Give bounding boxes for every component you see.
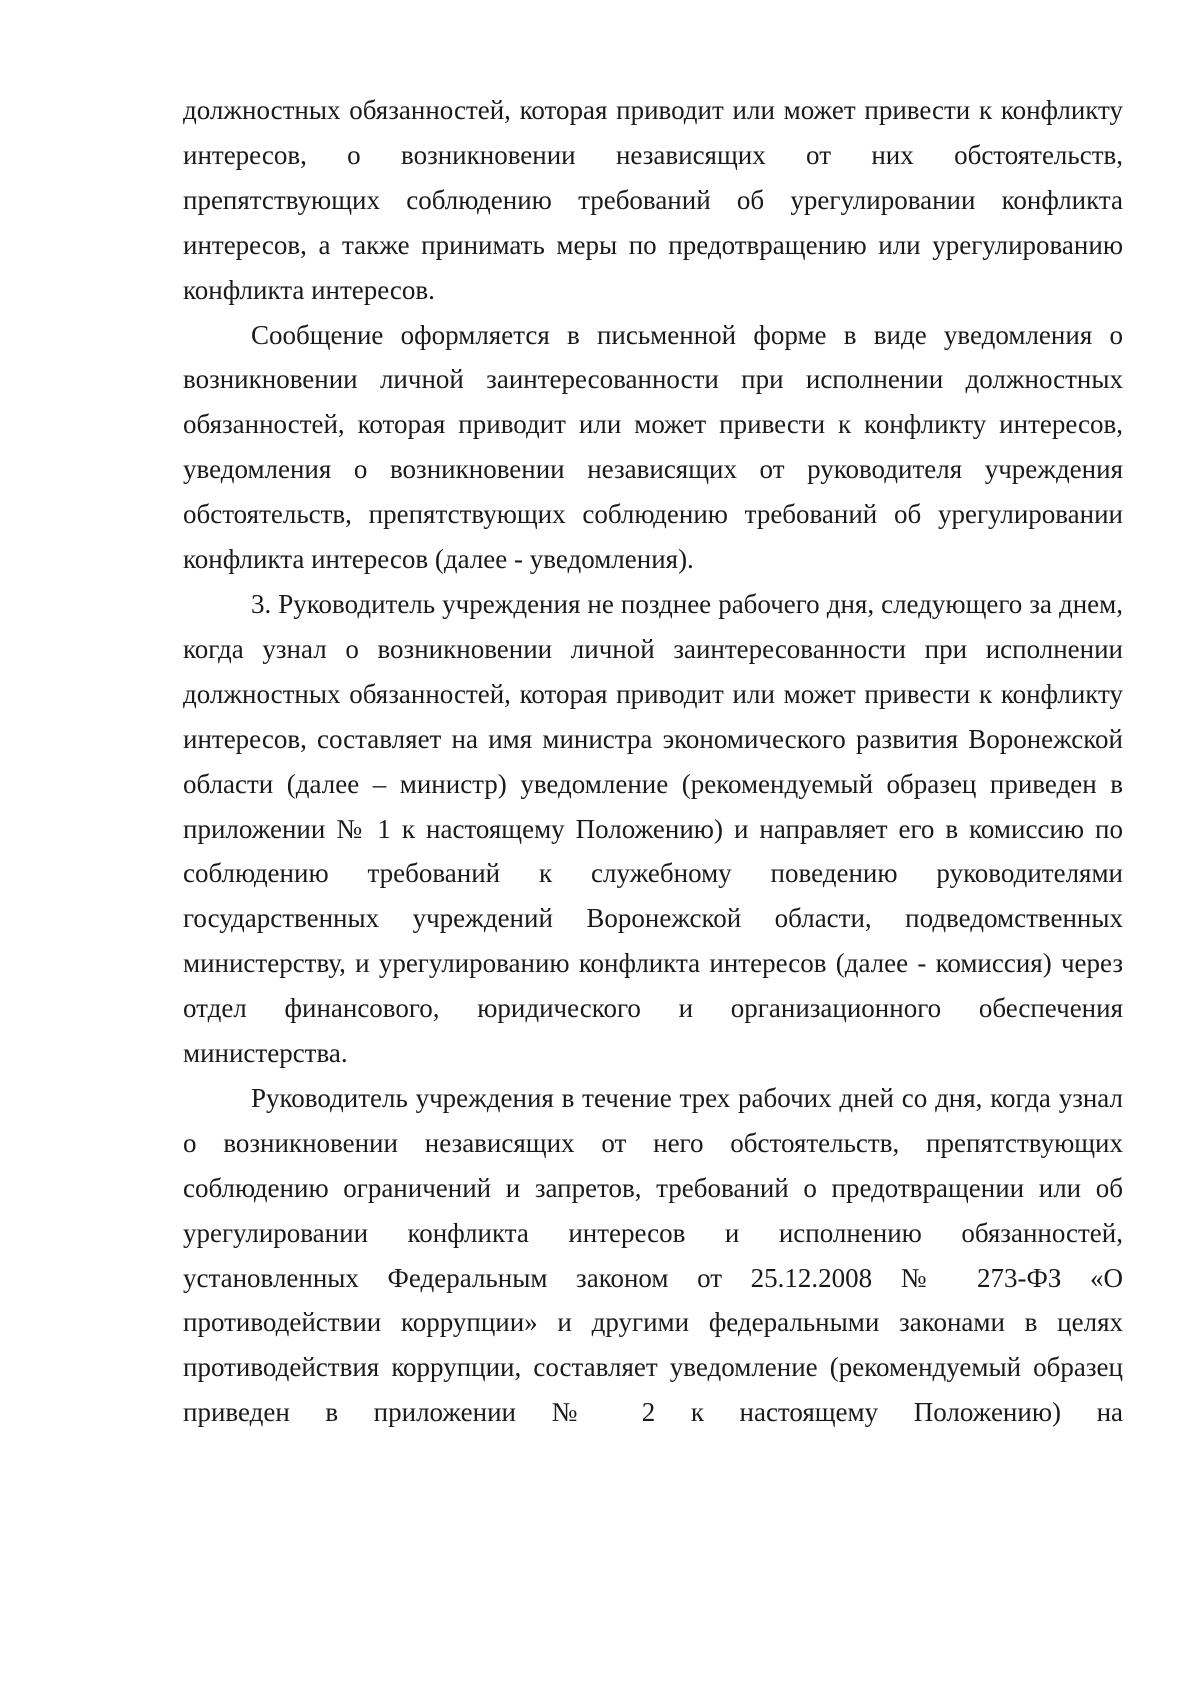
paragraph-independent-circumstances: Руководитель учреждения в течение трех рабочих дней со дня, когда узнал о возникновении независящих от него обстоятельств, препятствующих соблюдению ограничений и запретов, требований о предотвращении или об урегулировании конфликта интересов и исполнению обязанностей, установленных Федеральным законом от 25.12.2008 № 273-ФЗ «О противодействии коррупции» и другими федеральными законами в целях противодействия коррупции, составляет уведомление (рекомендуемый образец приведен в приложении № 2 к настоящему Положению) на bbox=[183, 1082, 1123, 1428]
paragraph-notification-form: Сообщение оформляется в письменной форме в виде уведомления о возникновении личной заинтересованности при исполнении должностных обязанностей, которая приводит или может привести к конфликту интересов, уведомления о возникновении независящих от руководителя учреждения обстоятельств, препятствующих соблюдению требований об урегулировании конфликта интересов (далее - уведомления). bbox=[183, 319, 1123, 575]
paragraph-continuation: должностных обязанностей, которая приводит или может привести к конфликту интересов, о возникновении независящих от них обстоятельств, препятствующих соблюдению требований об урегулировании конфликта интересов, а также принимать меры по предотвращению или урегулированию конфликта интересов. bbox=[183, 95, 1123, 305]
document-body bbox=[183, 88, 1123, 1435]
paragraph-clause-3: 3. Руководитель учреждения не позднее рабочего дня, следующего за днем, когда узнал о возникновении личной заинтересованности при исполнении должностных обязанностей, которая приводит или может привести к конфликту интересов, составляет на имя министра экономического развития Воронежской области (далее – министр) уведомление (рекомендуемый образец приведен в приложении № 1 к настоящему Положению) и направляет его в комиссию по соблюдению требований к служебному поведению руководителями государственных учреждений Воронежской области, подведомственных министерству, и урегулированию конфликта интересов (далее - комиссия) через отдел финансового, юридического и организационного обеспечения министерства. bbox=[183, 588, 1123, 1069]
